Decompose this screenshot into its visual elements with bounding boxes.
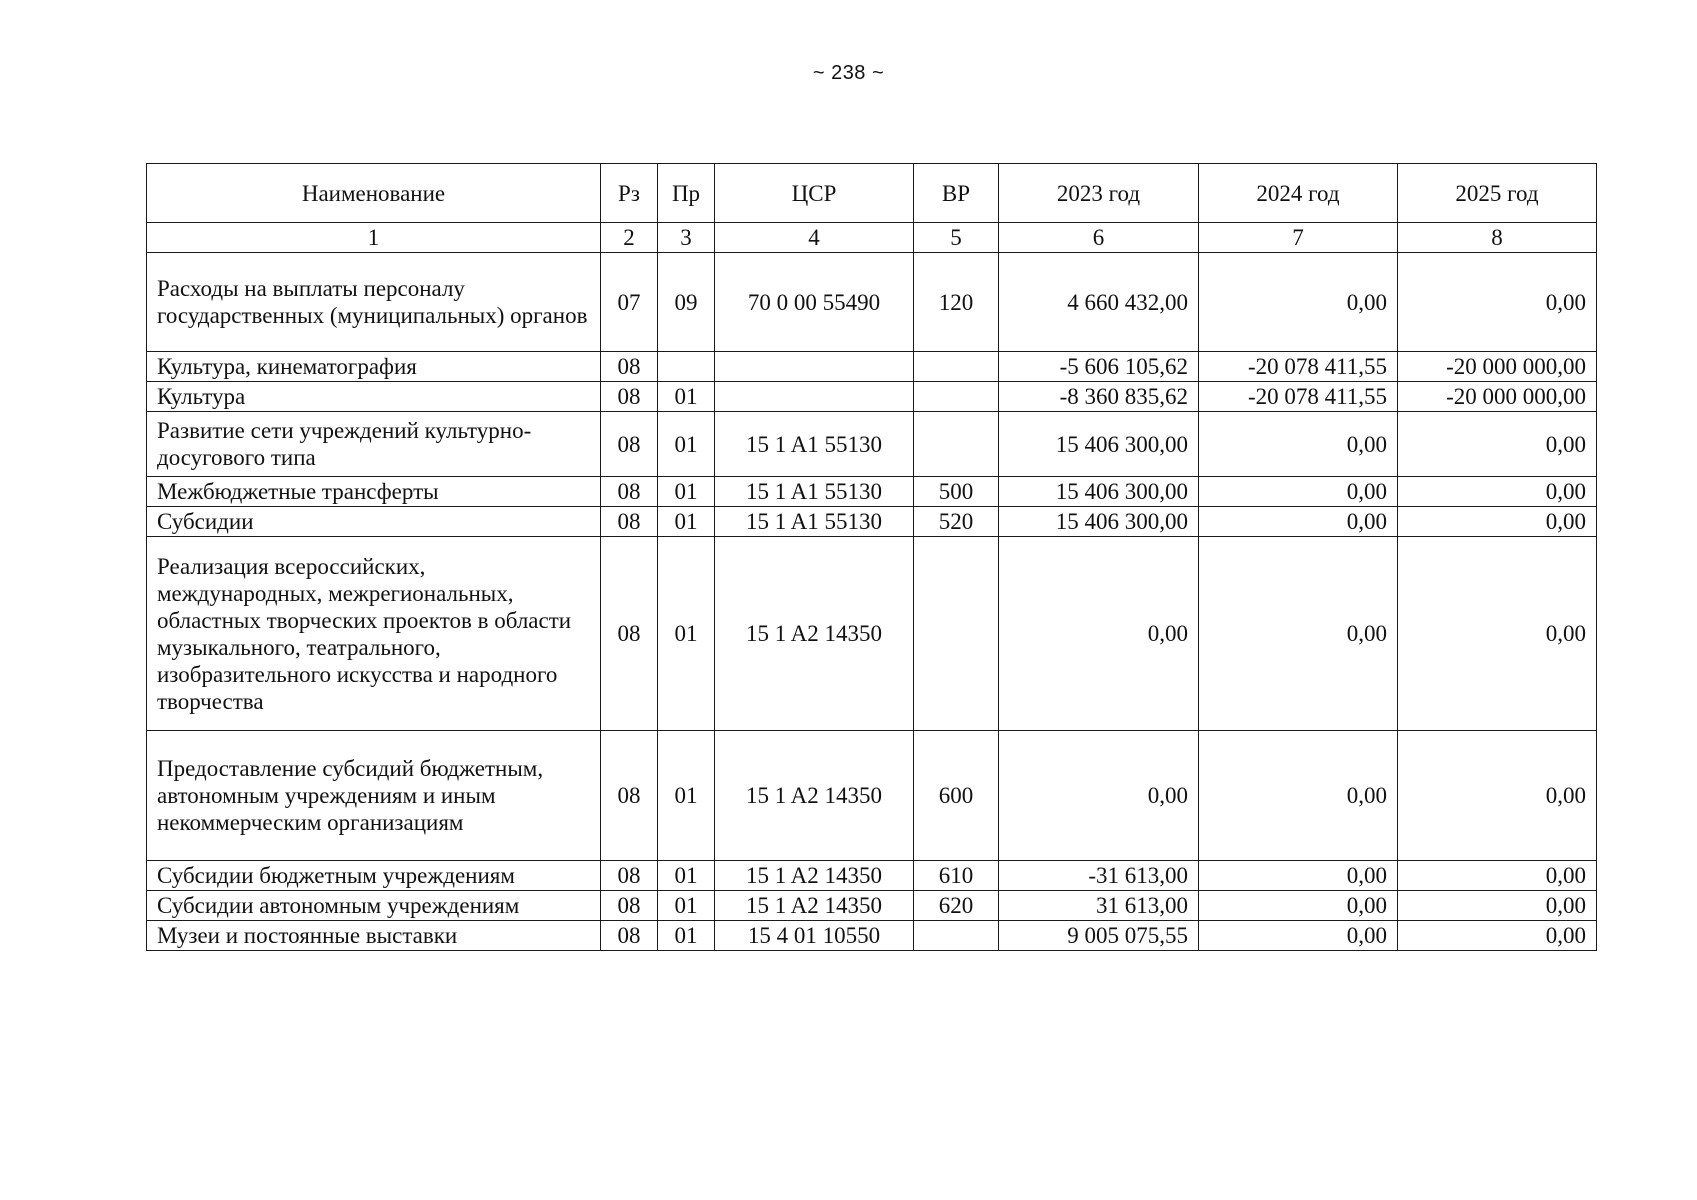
row-2024: -20 078 411,55 (1199, 382, 1398, 412)
row-2023: 0,00 (999, 537, 1199, 731)
row-vr (914, 382, 999, 412)
row-vr: 520 (914, 507, 999, 537)
row-2025: -20 000 000,00 (1398, 382, 1597, 412)
header-2023: 2023 год (999, 164, 1199, 223)
row-csr: 15 1 A2 14350 (715, 537, 914, 731)
row-2024: 0,00 (1199, 537, 1398, 731)
row-name: Музеи и постоянные выставки (147, 921, 601, 951)
table-row (147, 537, 1597, 731)
row-2025: -20 000 000,00 (1398, 352, 1597, 382)
header-vr: ВР (914, 164, 999, 223)
header-row (147, 164, 1597, 223)
row-2025: 0,00 (1398, 412, 1597, 477)
row-2023: 4 660 432,00 (999, 253, 1199, 352)
row-pr (658, 352, 715, 382)
row-vr (914, 352, 999, 382)
row-rz: 08 (601, 861, 658, 891)
row-name: Субсидии бюджетным учреждениям (147, 861, 601, 891)
row-vr (914, 537, 999, 731)
row-name: Предоставление субсидий бюджетным, автономным учреждениям и иным некоммерческим организациям (147, 731, 601, 861)
row-rz: 08 (601, 537, 658, 731)
row-pr: 01 (658, 861, 715, 891)
header-rz: Рз (601, 164, 658, 223)
column-number: 4 (715, 223, 914, 253)
row-2024: 0,00 (1199, 507, 1398, 537)
row-csr: 15 4 01 10550 (715, 921, 914, 951)
row-2023: 15 406 300,00 (999, 477, 1199, 507)
row-vr: 600 (914, 731, 999, 861)
row-csr: 15 1 A1 55130 (715, 477, 914, 507)
row-name: Развитие сети учреждений культурно-досугового типа (147, 412, 601, 477)
row-2023: 15 406 300,00 (999, 507, 1199, 537)
table-row (147, 507, 1597, 537)
row-csr (715, 382, 914, 412)
row-2024: 0,00 (1199, 477, 1398, 507)
row-rz: 08 (601, 891, 658, 921)
row-rz: 08 (601, 352, 658, 382)
row-name: Культура, кинематография (147, 352, 601, 382)
row-vr: 620 (914, 891, 999, 921)
row-pr: 01 (658, 891, 715, 921)
row-pr: 01 (658, 731, 715, 861)
row-2023: -8 360 835,62 (999, 382, 1199, 412)
row-rz: 08 (601, 477, 658, 507)
column-number: 2 (601, 223, 658, 253)
row-2025: 0,00 (1398, 921, 1597, 951)
row-vr: 500 (914, 477, 999, 507)
row-2024: -20 078 411,55 (1199, 352, 1398, 382)
table-row (147, 253, 1597, 352)
row-2024: 0,00 (1199, 731, 1398, 861)
row-2025: 0,00 (1398, 891, 1597, 921)
row-name: Реализация всероссийских, международных, межрегиональных, областных творческих проектов в области музыкального, театрального, изобразительного искусства и народного творчества (147, 537, 601, 731)
column-number: 6 (999, 223, 1199, 253)
column-number: 8 (1398, 223, 1597, 253)
row-2024: 0,00 (1199, 861, 1398, 891)
row-rz: 08 (601, 921, 658, 951)
row-2025: 0,00 (1398, 507, 1597, 537)
row-csr: 15 1 A2 14350 (715, 891, 914, 921)
row-2025: 0,00 (1398, 731, 1597, 861)
row-rz: 08 (601, 412, 658, 477)
table-row (147, 921, 1597, 951)
table-row (147, 731, 1597, 861)
row-csr: 70 0 00 55490 (715, 253, 914, 352)
row-2025: 0,00 (1398, 253, 1597, 352)
header-2025: 2025 год (1398, 164, 1597, 223)
row-2023: -5 606 105,62 (999, 352, 1199, 382)
row-pr: 01 (658, 477, 715, 507)
row-name: Субсидии (147, 507, 601, 537)
row-vr (914, 921, 999, 951)
row-rz: 08 (601, 731, 658, 861)
row-name: Межбюджетные трансферты (147, 477, 601, 507)
row-csr: 15 1 A2 14350 (715, 861, 914, 891)
column-number: 3 (658, 223, 715, 253)
row-2025: 0,00 (1398, 537, 1597, 731)
page-number: ~ 238 ~ (812, 62, 885, 84)
row-csr: 15 1 A2 14350 (715, 731, 914, 861)
header-csr: ЦСР (715, 164, 914, 223)
row-2024: 0,00 (1199, 253, 1398, 352)
header-pr: Пр (658, 164, 715, 223)
table-row (147, 891, 1597, 921)
row-name: Субсидии автономным учреждениям (147, 891, 601, 921)
row-pr: 01 (658, 382, 715, 412)
column-number-row (147, 223, 1597, 253)
row-2025: 0,00 (1398, 861, 1597, 891)
table-row (147, 382, 1597, 412)
row-2023: -31 613,00 (999, 861, 1199, 891)
row-2024: 0,00 (1199, 921, 1398, 951)
row-2024: 0,00 (1199, 891, 1398, 921)
row-vr: 610 (914, 861, 999, 891)
row-pr: 01 (658, 921, 715, 951)
row-2023: 0,00 (999, 731, 1199, 861)
table-row (147, 477, 1597, 507)
row-name: Культура (147, 382, 601, 412)
column-number: 7 (1199, 223, 1398, 253)
header-2024: 2024 год (1199, 164, 1398, 223)
budget-table (146, 163, 1597, 951)
row-csr: 15 1 A1 55130 (715, 412, 914, 477)
row-rz: 07 (601, 253, 658, 352)
row-vr: 120 (914, 253, 999, 352)
row-2023: 9 005 075,55 (999, 921, 1199, 951)
row-pr: 09 (658, 253, 715, 352)
table-row (147, 412, 1597, 477)
row-rz: 08 (601, 382, 658, 412)
row-name: Расходы на выплаты персоналу государственных (муниципальных) органов (147, 253, 601, 352)
row-2023: 15 406 300,00 (999, 412, 1199, 477)
row-pr: 01 (658, 507, 715, 537)
row-2024: 0,00 (1199, 412, 1398, 477)
column-number: 1 (147, 223, 601, 253)
row-rz: 08 (601, 507, 658, 537)
header-name: Наименование (147, 164, 601, 223)
column-number: 5 (914, 223, 999, 253)
table-row (147, 861, 1597, 891)
row-vr (914, 412, 999, 477)
row-csr: 15 1 A1 55130 (715, 507, 914, 537)
table-row (147, 352, 1597, 382)
row-pr: 01 (658, 412, 715, 477)
row-pr: 01 (658, 537, 715, 731)
row-2025: 0,00 (1398, 477, 1597, 507)
row-2023: 31 613,00 (999, 891, 1199, 921)
row-csr (715, 352, 914, 382)
